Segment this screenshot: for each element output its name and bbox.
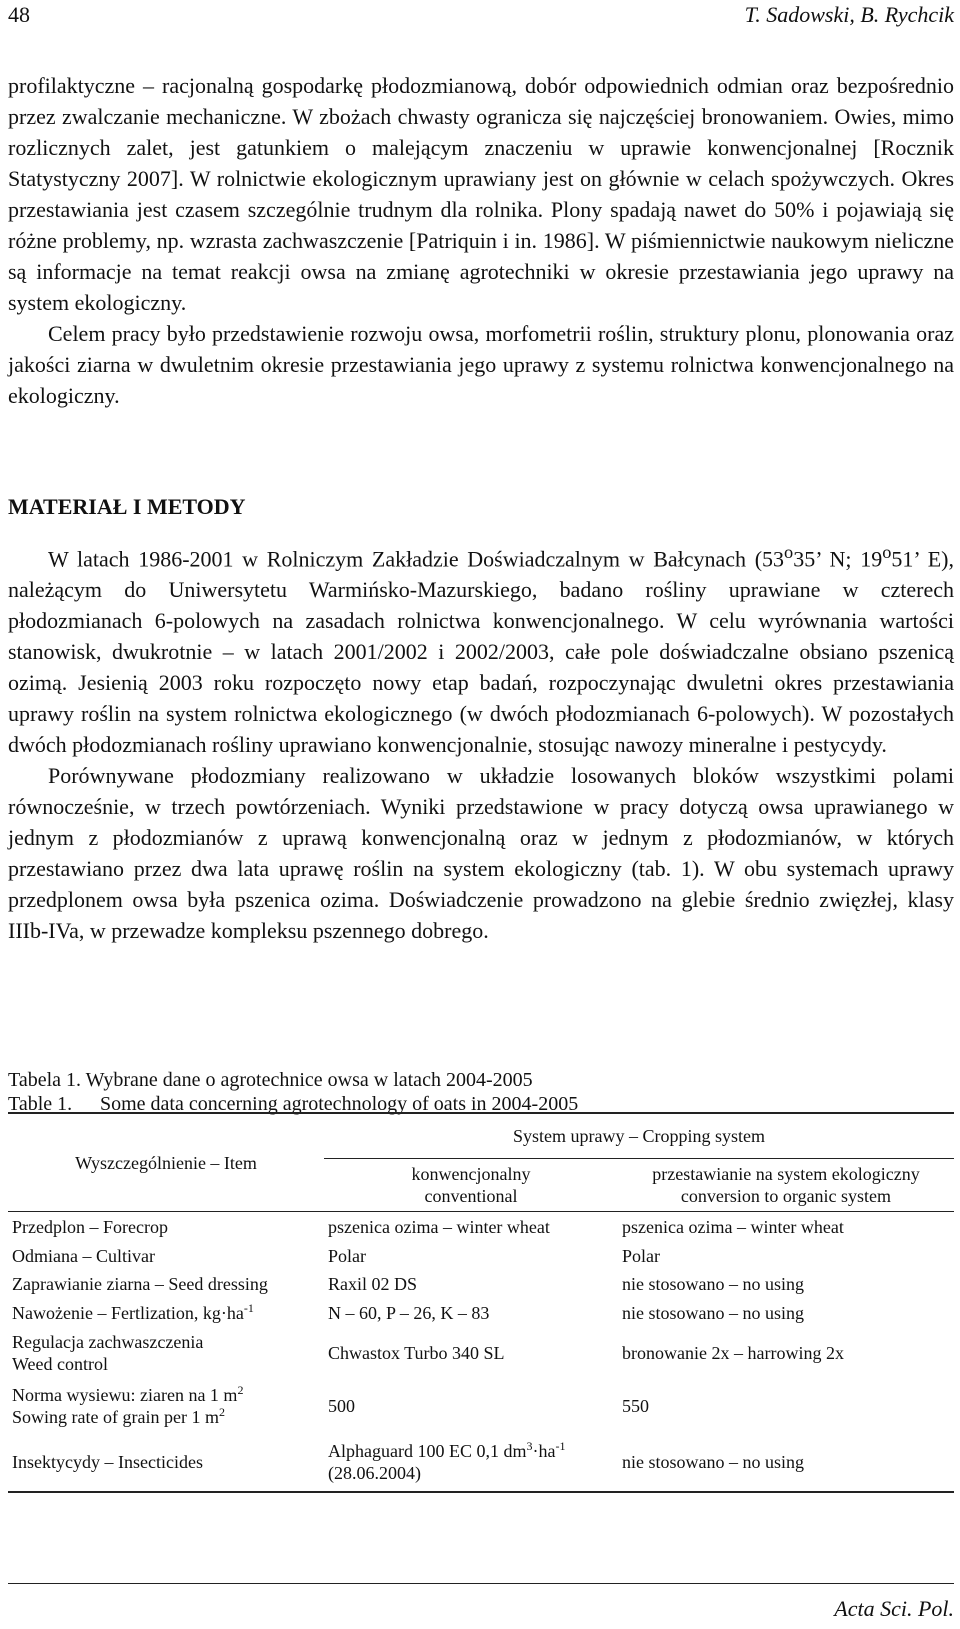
table-caption-en-text: Some data concerning agrotechnology of oats in 2004-2005 — [100, 1093, 579, 1115]
cell-organic: nie stosowano – no using — [622, 1303, 804, 1323]
methods-text — [8, 537, 954, 946]
cell-conventional — [324, 1434, 618, 1492]
methods-paragraph-1 — [8, 537, 954, 760]
table-header-system: System uprawy – Cropping system — [324, 1113, 954, 1159]
table-row — [8, 1242, 954, 1270]
cell-conv-text: ·ha — [532, 1441, 556, 1461]
cell-conventional: Raxil 02 DS — [328, 1274, 418, 1294]
cell-item: Przedplon – Forecrop — [12, 1216, 168, 1237]
cell-item: Insektycydy – Insecticides — [8, 1434, 324, 1492]
table-header-organic — [618, 1159, 954, 1212]
cell-organic: nie stosowano – no using — [618, 1434, 954, 1492]
header-organic-en: conversion to organic system — [680, 1186, 892, 1206]
page-number: 48 — [8, 2, 30, 27]
table-row — [8, 1270, 954, 1299]
table-caption-en-label: Table 1. — [8, 1093, 73, 1115]
header-conventional-en: conventional — [424, 1186, 518, 1206]
degree-sup-2: o — [882, 542, 892, 562]
intro-paragraph-1: profilaktyczne – racjonalną gospodarkę płodozmianową, dobór odpowiednich odmian oraz bezpośrednio przez zwalczanie mechaniczne. W zbożach chwasty ogranicza się najczęściej bronowaniem. Owies, mimo rozlicznych zalet, jest gatunkiem o malejącym znaczeniu w uprawie konwencjonalnej [Rocznik Statystyczny 2007]. W rolnictwie ekologicznym uprawiany jest on głównie w celach spożywczych. Okres przestawiania jest czasem szczególnie trudnym dla rolnika. Plony spadają nawet do 50% i pojawiają się różne problemy, np. wzrasta zachwaszczenie [Patriquin i in. 1986]. W piśmiennictwie naukowym nieliczne są informacje na temat reakcji owsa na zmianę agrotechniki w okresie przestawiania jego uprawy na system ekologiczny. — [8, 73, 954, 315]
cell-item-pl: Regulacja zachwaszczenia — [12, 1331, 204, 1352]
cell-item: Odmiana – Cultivar — [12, 1245, 155, 1266]
table-caption-pl: Tabela 1. Wybrane dane o agrotechnice owsa w latach 2004-2005 — [8, 1069, 533, 1091]
unit-sup: 3 — [526, 1439, 533, 1453]
cell-item: Zaprawianie ziarna – Seed dressing — [12, 1274, 268, 1294]
agrotechnology-table — [8, 1112, 954, 1493]
table-row — [8, 1328, 954, 1378]
cell-item-en: Weed control — [12, 1353, 109, 1374]
cell-organic: pszenica ozima – winter wheat — [622, 1216, 844, 1237]
degree-sup-1: o — [784, 542, 794, 562]
cell-conventional: N – 60, P – 26, K – 83 — [328, 1303, 490, 1323]
cell-item-en: Sowing rate of grain per 1 m — [12, 1406, 219, 1427]
table-header-item: Wyszczególnienie – Item — [8, 1113, 324, 1212]
cell-organic: bronowanie 2x – harrowing 2x — [622, 1342, 844, 1363]
running-header-authors: T. Sadowski, B. Rychcik — [744, 2, 954, 27]
unit-sup: 2 — [237, 1382, 244, 1397]
footer-journal-name: Acta Sci. Pol. — [834, 1596, 954, 1621]
document-page — [8, 0, 954, 1629]
cell-conventional: Polar — [328, 1245, 366, 1266]
table-row — [8, 1434, 954, 1492]
unit-sup: 2 — [218, 1404, 225, 1419]
running-header — [8, 2, 954, 30]
intro-paragraph-2: Celem pracy było przedstawienie rozwoju owsa, morfometrii roślin, struktury plonu, plonowania oraz jakości ziarna w dwuletnim okresie przestawiania jego uprawy z systemu rolnictwa konwencjonalnego na ekologiczny. — [8, 321, 954, 408]
cell-item — [8, 1328, 324, 1378]
footer-divider — [8, 1583, 954, 1584]
unit-sup: -1 — [243, 1301, 254, 1315]
cell-conv-date: (28.06.2004) — [328, 1463, 421, 1483]
cell-organic: Polar — [622, 1245, 660, 1266]
methods-p1-part2: 35’ N; 19 — [793, 546, 883, 572]
methods-paragraph-2: Porównywane płodozmiany realizowano w układzie losowanych bloków wszystkimi polami równocześnie, w trzech powtórzeniach. Wyniki przedstawione w pracy dotyczą owsa uprawianego w jednym z płodozmianów z uprawą konwencjonalną oraz w jednym z płodozmianów, w których przestawiano przez dwa lata uprawę roślin na system ekologiczny (tab. 1). W obu systemach uprawy przedplonem owsa była pszenica ozima. Doświadczenie prowadzono na glebie średnio zwięzłej, klasy IIIb-IVa, w przewadze kompleksu pszennego dobrego. — [8, 763, 954, 944]
header-conventional-pl: konwencjonalny — [411, 1164, 531, 1184]
unit-sup: -1 — [555, 1439, 566, 1453]
table-header-conventional — [324, 1159, 618, 1212]
methods-p1-part1: W latach 1986-2001 w Rolniczym Zakładzie Doświadczalnym w Bałcynach (53 — [48, 546, 785, 572]
cell-conventional: 500 — [328, 1395, 355, 1416]
cell-conventional: Chwastox Turbo 340 SL — [328, 1342, 505, 1363]
section-heading-methods: MATERIAŁ I METODY — [8, 494, 246, 519]
cell-conventional: pszenica ozima – winter wheat — [328, 1216, 550, 1237]
cell-item — [8, 1299, 324, 1328]
cell-organic: nie stosowano – no using — [622, 1274, 804, 1294]
cell-conv-text: Alphaguard 100 EC 0,1 dm — [328, 1441, 527, 1461]
cell-item-pl: Norma wysiewu: ziaren na 1 m — [12, 1384, 238, 1405]
table-row — [8, 1378, 954, 1434]
table-row — [8, 1212, 954, 1242]
cell-item-text: Nawożenie – Fertlization, kg·ha — [12, 1303, 244, 1323]
methods-p1-part3: 51’ E), należącym do Uniwersytetu Warmińsko-Mazurskiego, badano rośliny uprawiane w czterech płodozmianach 6-polowych na zasadach rolnictwa konwencjonalnego. W celu wyrównania wartości stanowisk, dwukrotnie – w latach 2001/2002 i 2002/2003, całe pole doświadczalne obsiano pszenicą ozimą. Jesienią 2003 roku rozpoczęto nowy etap badań, rozpoczynając dwuletni okres przestawiania uprawy roślin na system rolnictwa ekologicznego (w dwóch płodozmianach 6-polowych). W pozostałych dwóch płodozmianach rośliny uprawiano konwencjonalnie, stosując nawozy mineralne i pestycydy. — [8, 546, 954, 758]
cell-organic: 550 — [622, 1395, 649, 1416]
header-organic-pl: przestawianie na system ekologiczny — [652, 1164, 920, 1184]
intro-text — [8, 70, 954, 411]
table-row — [8, 1299, 954, 1328]
table-caption — [8, 1068, 578, 1116]
cell-item — [8, 1378, 324, 1434]
